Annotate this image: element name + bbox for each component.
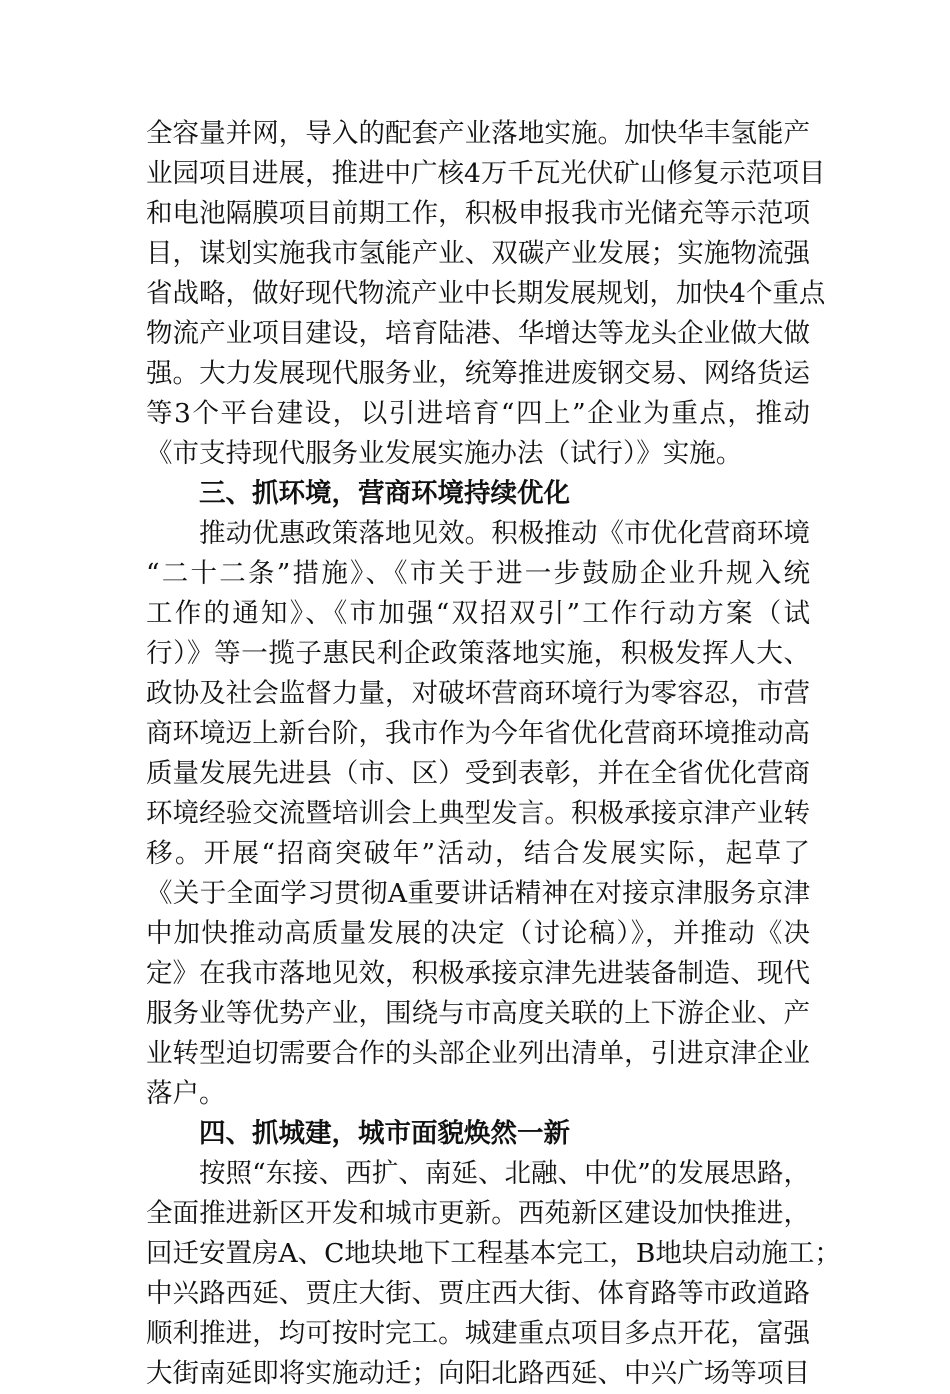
text-line: 回迁安置房A、C地块地下工程基本完工，B地块启动施工； — [146, 1238, 841, 1269]
text-line: 顺利推进，均可按时完工。城建重点项目多点开花，富强 — [146, 1318, 810, 1349]
text-line: 定》在我市落地见效，积极承接京津先进装备制造、现代 — [146, 958, 810, 989]
text-line: 环境经验交流暨培训会上典型发言。积极承接京津产业转 — [146, 798, 810, 829]
paragraph-industry — [146, 114, 826, 474]
text-line: 全容量并网，导入的配套产业落地实施。加快华丰氢能产 — [146, 118, 810, 149]
section-heading-environment: 三、抓环境，营商环境持续优化 — [199, 478, 570, 509]
text-line: 中加快推动高质量发展的决定（讨论稿）》，并推动《决 — [146, 918, 810, 949]
text-line: 《关于全面学习贯彻A重要讲话精神在对接京津服务京津 — [146, 878, 810, 909]
text-line: 省战略，做好现代物流产业中长期发展规划，加快4个重点 — [146, 278, 826, 309]
text-line: 和电池隔膜项目前期工作，积极申报我市光储充等示范项 — [146, 198, 810, 229]
text-line: 落户。 — [146, 1078, 226, 1109]
paragraph-environment — [146, 514, 810, 1114]
text-line: 物流产业项目建设，培育陆港、华增达等龙头企业做大做 — [146, 318, 810, 349]
text-line: 业转型迫切需要合作的头部企业列出清单，引进京津企业 — [146, 1038, 810, 1069]
text-line: 按照“东接、西扩、南延、北融、中优”的发展思路， — [199, 1158, 810, 1189]
text-line: 服务业等优势产业，围绕与市高度关联的上下游企业、产 — [146, 998, 810, 1029]
text-line: 推动优惠政策落地见效。积极推动《市优化营商环境 — [199, 518, 810, 549]
section-heading-urban-construction: 四、抓城建，城市面貌焕然一新 — [199, 1118, 570, 1149]
text-line: 等3个平台建设，以引进培育“四上”企业为重点，推动 — [146, 398, 810, 429]
text-line: 全面推进新区开发和城市更新。西苑新区建设加快推进， — [146, 1198, 810, 1229]
text-line: 质量发展先进县（市、区）受到表彰，并在全省优化营商 — [146, 758, 810, 789]
text-line: “二十二条”措施》、《市关于进一步鼓励企业升规入统 — [146, 558, 810, 589]
text-line: 工作的通知》、《市加强“双招双引”工作行动方案（试 — [146, 598, 810, 629]
text-line: 大街南延即将实施动迁；向阳北路西延、中兴广场等项目 — [146, 1358, 810, 1389]
text-line: 移。开展“招商突破年”活动，结合发展实际，起草了 — [146, 838, 810, 869]
paragraph-urban-construction — [146, 1154, 841, 1394]
text-line: 业园项目进展，推进中广核4万千瓦光伏矿山修复示范项目 — [146, 158, 826, 189]
text-line: 商环境迈上新台阶，我市作为今年省优化营商环境推动高 — [146, 718, 810, 749]
text-line: 中兴路西延、贾庄大街、贾庄西大街、体育路等市政道路 — [146, 1278, 810, 1309]
document-body — [146, 114, 841, 1394]
text-line: 政协及社会监督力量，对破坏营商环境行为零容忍，市营 — [146, 678, 810, 709]
text-line: 强。大力发展现代服务业，统筹推进废钢交易、网络货运 — [146, 358, 810, 389]
text-line: 目，谋划实施我市氢能产业、双碳产业发展；实施物流强 — [146, 238, 810, 269]
text-line: 行）》等一揽子惠民利企政策落地实施，积极发挥人大、 — [146, 638, 810, 669]
text-line: 《市支持现代服务业发展实施办法（试行）》实施。 — [146, 438, 743, 469]
